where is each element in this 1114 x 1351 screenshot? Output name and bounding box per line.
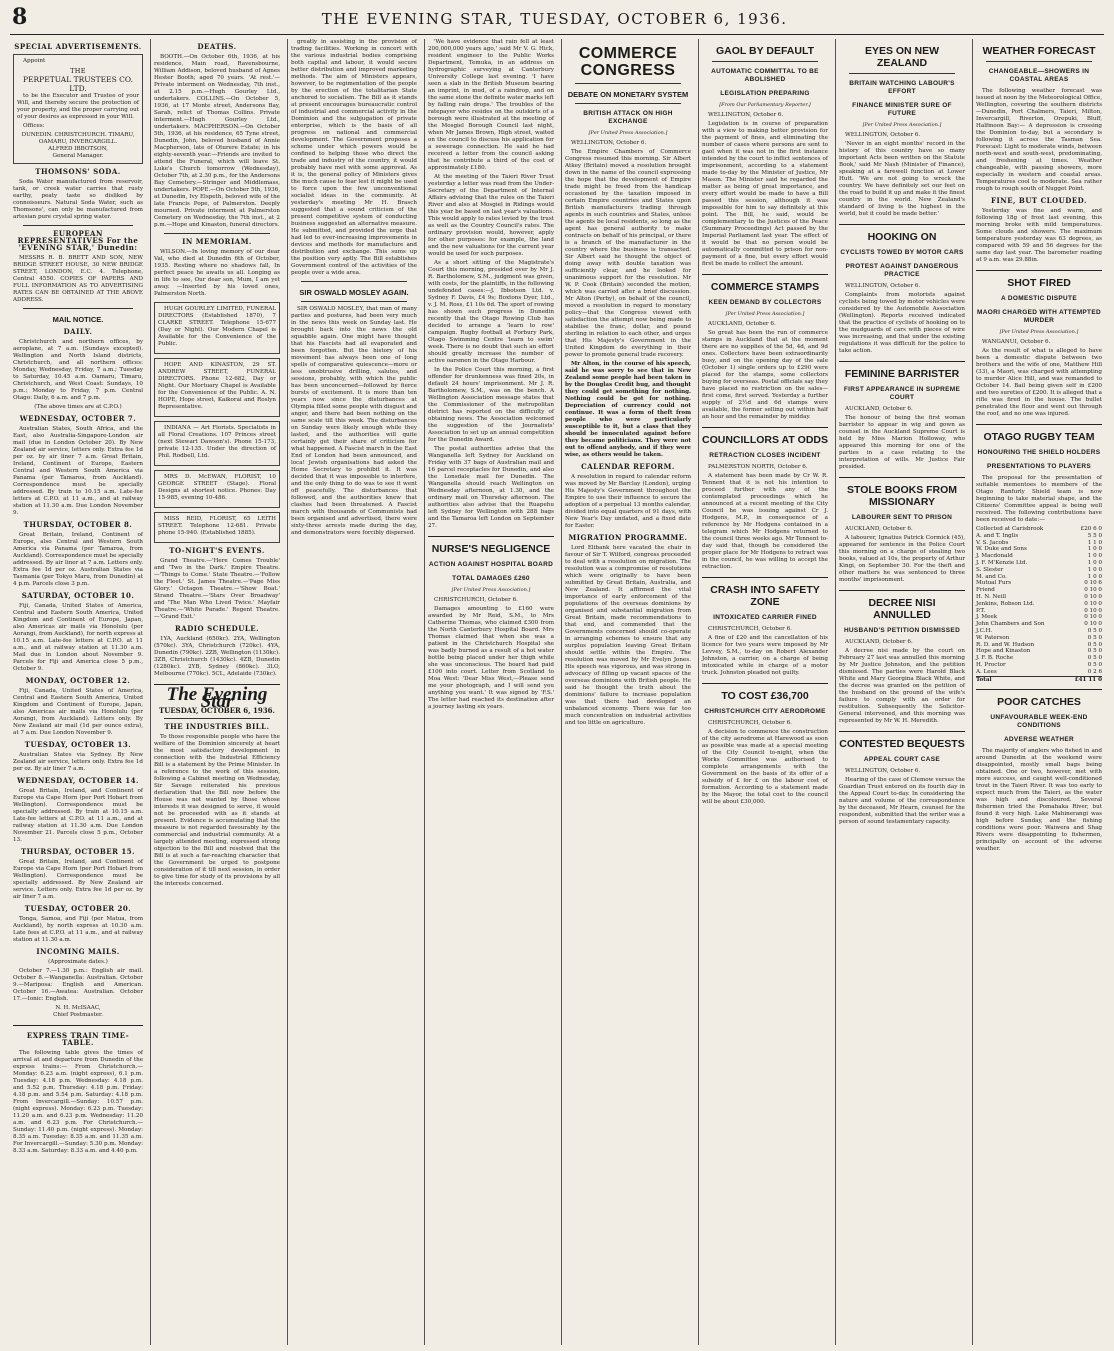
offices-line-2: OAMARU, INVERCARGILL. (38, 139, 118, 145)
parliamentary-credit: [From Our Parliamentary Reporter.] (719, 102, 811, 108)
subscriber-name: Mutual Furs (976, 580, 1012, 587)
page-number: 8 (12, 4, 28, 30)
wed14-body: Great Britain, Ireland, and Continent of Europe via Cape Horn (per Port Hobart from Wellington). Correspondence must be specially addressed. By train at 10.15 a.m. Late-fee letters at C.P.O. at 11 a.m., and at railway station at 11.30 a.m. Due London November 21. Parcels close 5 p.m., October 13. (13, 788, 143, 843)
columns (10, 39, 1104, 1345)
radio-title: RADIO SCHEDULE. (174, 624, 260, 633)
thu-body: Great Britain, Ireland, Continent of Europe, also Central and Western South America via Panama (per Tamaroa, from Auckland). Correspondence must be specially addressed. By air liner at 7 a.m. Letters only. Extra fee 1d per oz. Australian States via Tasmania (per Tokyo Maru, from Dunedin) at 4 p.m. Parcels close 3 p.m. (13, 532, 143, 587)
subscription-amount: 0 2 6 (1087, 668, 1102, 675)
subscription-row (976, 642, 1102, 649)
press-credit: [Per United Press Association.] (451, 587, 531, 593)
subscription-amount: 1 0 0 (1087, 546, 1102, 553)
incoming-body: October 7.—1.30 p.m.: English air mail. October 8.—Wanganella: Australian. October 9.—Mariposa: English and American. October 16.—Awatea: Australian. October 17.—Ionic: English. (13, 968, 143, 1002)
gaol-dateline: WELLINGTON, October 6. (708, 112, 784, 118)
hooking-dateline: WELLINGTON, October 6. (845, 283, 921, 289)
commerce-congress-headline: COMMERCE CONGRESS (578, 45, 678, 79)
barrister-headline: FEMININE BARRISTER (844, 368, 960, 380)
subscription-amount: £20 6 0 (1080, 526, 1102, 532)
divider (976, 270, 1102, 271)
trustees-body: to be the Executor and Trustee of your Will, and thereby secure the protection of your property, and the proper carrying out of your desires as expressed in your Will. (17, 93, 139, 120)
special-ads-title: SPECIAL ADVERTISEMENTS. (14, 42, 142, 51)
crash-headline: CRASH INTO SAFETY ZONE (710, 584, 820, 608)
column-5 (561, 39, 694, 1345)
divider (839, 590, 965, 591)
subscription-row (976, 546, 1102, 553)
offices-label: Offices: (23, 123, 45, 129)
column-6 (698, 39, 831, 1345)
subscriber-name: Collected at Carisbrook (976, 526, 1044, 532)
postmaster-role: Chief Postmaster. (53, 1012, 103, 1018)
subscription-amount: 1 0 0 (1087, 559, 1102, 566)
indiana-florists-ad (154, 421, 280, 466)
aerodrome-sub: CHRISTCHURCH CITY AERODROME (704, 708, 826, 715)
press-credit: [Per United Press Association.] (588, 130, 668, 136)
subscription-row (976, 608, 1102, 615)
subscription-row (976, 628, 1102, 635)
soda-title: THOMSONS' SODA. (35, 167, 121, 176)
subscription-row (976, 662, 1102, 669)
rain-article: 'We have evidence that rain fell at least 200,000,000 years ago,' said Mr V. G. Hick, resident engineer to the Public Works Department, Temuka, in an address on hydrographic surveying at Canterbury University College last evening. 'I have seen a slab in the British Museum bearing an imprint, in mud, of a raindrop, and on the same stone the definite water marks left by falling rain drops.' The troubles of the ratepayer who resides on the outskirts of a borough were illustrated at the meeting of the Mosgiel Borough Council last night, when Mr James Brown, High street, waited on the council to discuss his application for a sewerage connection. He said he had received a letter from the council asking that he contribute a third of the cost of approximately £180. (428, 39, 554, 171)
stamps-dateline: AUCKLAND, October 6. (708, 321, 776, 327)
column-7 (835, 39, 968, 1345)
subscriptions-total-label: Total (976, 676, 1066, 683)
catches-headline: POOR CATCHES (997, 696, 1081, 709)
daily-label: DAILY. (63, 327, 93, 336)
bequests-sub: APPEAL COURT CASE (863, 756, 941, 763)
indiana-florists-ad-text: INDIANA — Art Florists. Specialists in all Floral Creations. 107 Princes street (next Stewart Dawson's). Phone 15-173, private 12-135. Under the direction of Phil. Rodbell, Ltd. (158, 425, 276, 459)
subscription-amount: 0 5 0 (1087, 627, 1102, 634)
subscription-amount: 1 0 0 (1087, 566, 1102, 573)
shot-subsub: MAORI CHARGED WITH ATTEMPTED MURDER (977, 309, 1101, 324)
divider (23, 225, 133, 226)
catches-subsub: ADVERSE WEATHER (1003, 736, 1075, 744)
press-credit: [Per United Press Association.] (725, 311, 805, 317)
subscriptions-table (976, 526, 1102, 683)
nurse-dateline: CHRISTCHURCH, October 6. (434, 597, 518, 603)
commerce-stamps-headline: COMMERCE STAMPS (710, 281, 820, 293)
mcewan-florist-ad (154, 470, 280, 508)
subscriber-name: J. Macdonald (976, 553, 1013, 560)
aerodrome-body: A decision to commence the construction of the city aerodrome at Harewood as soon as possible was made at a special meeting of the City Council to-night, when the Works Committee was authorised to complete arrangements with the Government on the basis of its offer of a subsidy of £ for £ on the labour cost of formation. According to a statement made by the Mayor, the total cost to the council will be about £30,000. (702, 729, 828, 805)
subscriber-name: H. Proctor (976, 661, 1006, 668)
weather-body: The following weather forecast was issued at noon by the Meteorological Office, Wellington, covering the southern districts—Dunedin, Port Chalmers, Taieri, Milton, Invercargill, Riverton, Orepuki, Bluff, Halfmoon Bay:— A depression is crossing the Dominion to-day, but a secondary is following it across the Tasman Sea. Forecast: Light to moderate winds, between north-west and south-west, predominating, and freshening at times. Weather changeable, with passing showers, more especially in western and coastal areas. Temperatures cool to moderate. Sea rather rough to rough south of Nugget Point. (976, 88, 1102, 192)
subscription-amount: 0 5 0 (1087, 634, 1102, 641)
eyes-headline: EYES ON NEW ZEALAND (864, 45, 940, 69)
euro-body: MESSRS R. B. BRETT AND SON, NEW BRIDGE STREET HOUSE, 30 NEW BRIDGE STREET, LONDON, E.C. 4. Telephone, Central 4550. COPIES OF PAPERS AND FULL INFORMATION AS TO ADVERTISING RATES CAN BE OBTAINED AT THE ABOVE ADDRESS. (13, 255, 143, 303)
subscriber-name: W. Paterson (976, 634, 1010, 641)
manager-name: ALFRED IBBOTSON, (48, 146, 108, 152)
divider (301, 301, 407, 302)
rugby-sub: HONOURING THE SHIELD HOLDERS (977, 449, 1101, 456)
tue13-body: Australian States via Sydney. By New Zealand air service, letters only. Extra fee 1d per oz. By air liner 7 a.m. (13, 752, 143, 772)
councillors-sub: RETRACTION CLOSES INCIDENT (709, 452, 821, 459)
rugby-body: The proposal for the presentation of suitable mementoes to members of the Otago Ranfurly Shield team is now beginning to take material shape, and the Citizens' Committee appeal is being well received. The following contributions have been received to date:— (976, 475, 1102, 523)
nurse-subheadline: ACTION AGAINST HOSPITAL BOARD (428, 561, 554, 568)
subscription-row (976, 553, 1102, 560)
decree-headline: DECREE NISI ANNULLED (868, 597, 936, 621)
migration-title: MIGRATION PROGRAMME. (568, 533, 688, 542)
calendar-title: CALENDAR REFORM. (581, 462, 675, 471)
bequests-headline: CONTESTED BEQUESTS (839, 738, 965, 750)
eyes-sub: BRITAIN WATCHING LABOUR'S EFFORT (849, 80, 955, 95)
councillors-headline: COUNCILLORS AT ODDS (702, 434, 828, 446)
daily-body: Christchurch and northern offices, by aeroplane, at 7 a.m. (Sundays excepted). Wellington and North Island districts, Christchurch, and all northern offices: Monday, Wednesday, Friday, 7 a.m.; Tuesday to Saturday, 10.45 a.m. Oamaru, Timaru, Christchurch, and West Coast: Sundays, 10 p.m.; Monday to Friday, 7 p.m. Central Otago: Daily, 6 a.m. and 7 p.m. (13, 339, 143, 401)
mcewan-florist-ad-text: MRS D. McEWAN, FLORIST, 10 GEORGE STREET (Stage). Floral Designs at shortest notice. Phones: Day 15-985, evening 10-486. (158, 474, 276, 501)
subscriber-name: J. F. B. Roche (976, 655, 1014, 662)
nurse-damages: TOTAL DAMAGES £260 (452, 575, 530, 582)
wed14-title: WEDNESDAY, OCTOBER 14. (17, 776, 139, 785)
subscriber-name: V. S. Jacobs (976, 539, 1009, 546)
mosley-body: SIR OSWALD MOSLEY, that man of many parties and postures, had been very much in the news this week on Sunday last. He brought back into the news the old squabble again. One might have thought that his Fascists had all evaporated and been forgotten. But the history of his movement has always been one of long spells of comparative quiescence—more or less unobtrusive drilling, salutes, and sessions, probably, with which the public has been unconcerned—followed by fierce bursts of excitement. It is more than ten years now since the disturbances at Olympia filled some people with disgust and anger, and there had been nothing on the same scale till this week. The disturbances on Sunday were likely enough while they lasted, and the authorities will quite certainly get their share of criticism for what happened. A Fascist march in the East End of London had been announced, and loca! Jewish organisations had asked the Home Secretary to prohibit it. It was decided that it was impossible to interfere, and the only thing to do was to see it went off peacefully. The disturbances that followed, and the authorities knew that clashes had been threatened. A Fascist march with thousands of Communists had been organised and advertised, there were sixty-three arrests made during the day, and demonstrators were forcibly dispersed. (291, 306, 417, 536)
tue20-body: Tonga, Samoa, and Fiji (per Matua, from Auckland), by north express at 10.30 a.m. Late fees at C.P.O. at 11 a.m., and at railway station at 11.30 a.m. (13, 916, 143, 943)
press-credit: [Per United Press Association.] (862, 122, 942, 128)
masthead (10, 0, 1104, 35)
subscription-amount: 0 10 0 (1084, 587, 1102, 594)
subscriptions-total-amount: £41 11 0 (1066, 676, 1102, 683)
subscription-row (976, 669, 1102, 676)
incoming-title: INCOMING MAILS. (36, 947, 120, 956)
tonights-events-title: TO-NIGHT'S EVENTS. (169, 546, 265, 555)
subscriber-name: J. Meek (976, 614, 998, 621)
above-note: (The above times are at C.P.O.) (34, 404, 122, 410)
subscription-amount: 1 0 0 (1087, 573, 1102, 580)
alton-quote: Mr Alton, in the course of his speech, said he was sorry to see that in New Zealand some people had been taken in by the Douglas Credit bug, and thought they could get something for nothing. Nothing could be got for nothing. Depreciation of currency could not continue. It was a form of theft from people who were particularly susceptible to it, but a class that they should be innoculated against before they became politicians. They were not out to offend anybody, and if they were wise, as others would be taken. (565, 361, 691, 458)
crash-dateline: CHRISTCHURCH, October 6. (708, 626, 792, 632)
eyes-body: 'Never in an eight months' record in the history of this country have so many important Acts been written on the Statute Book,' said Mr Nash (Minister of Finance), speaking at a farewell function at Lower Hutt. 'We are not going to wreck the country. We have definitely set our feet on the road to build it up and make it the finest country in the world. New Zealand's standard of living is the highest in the world, but it could be made better.' (839, 141, 965, 217)
divider (986, 61, 1092, 62)
divider (839, 224, 965, 225)
evening-star-nameplate: The Evening Star (166, 684, 268, 712)
catches-body: The majority of anglers who fished in and around Dunedin at the weekend were disappointed, mostly small bags being obtained. One or two, however, met with more success, and caught well-conditioned trout in the Taieri River. It was too early to expect much from the Taieri, as the water was high and discoloured. Several fishermen tried the Pomahaka River, but found it very high. Lake Mahinerangi was high before Sunday, and the fishing conditions were poor. Waiwera and Shag Rivers were disappointing to fishermen, principally on account of the adverse weather. (976, 748, 1102, 853)
crash-body: A fine of £20 and the cancellation of his licence for two years were imposed by Mr Levvey, S.M., to-day on Robert Alexander Johnston, a carrier, on a charge of being intoxicated while in charge of a motor truck. Johnston pleaded not guilty. (702, 635, 828, 676)
subscriber-name: John Chambers and Son (976, 621, 1045, 628)
column-2 (150, 39, 283, 1345)
subscriptions-body (976, 526, 1102, 676)
stole-body: A labourer, Ignatius Patrick Cormick (45), appeared for sentence in the Police Court this morning on a charge of stealing two books, valued at 10s, the property of Arthur Kingi, on September 30. For the theft and other matters he was sentenced to three months' imprisonment. (839, 535, 965, 583)
subscription-row (976, 533, 1102, 540)
express-title: EXPRESS TRAIN TIME-TABLE. (26, 1031, 130, 1047)
subscription-amount: 0 5 0 (1087, 641, 1102, 648)
thu15-body: Great Britain, Ireland, and Continent of Europe via Cape Horn (per Port Hobart from Wellington). Correspondence must be specially addressed. By New Zealand air service. Letters only. Extra fee 1d per oz. by air liner 7 a.m. (13, 859, 143, 900)
divider (839, 731, 965, 732)
subscriber-name: Friend (976, 587, 995, 594)
column-3 (287, 39, 420, 1345)
editorial-continued: greatly in assisting in the provision of trading facilities. Working in concert with the various industrial bodies comprising both capital and labour, it would secure better distribution and improved marketing methods. The aim of Ministers appears, however, to be regimentation of the people by the erection of the totalitarian State anchored to socialism. The Bill as it stands at present encourages bureaucratic control of industrial and commercial activity in the Dominion and the subjugation of private enterprise, which is the basis of all progress on national and commercial development. The Government proposes a scheme under which powers would be confined to helping those who direct the trade and industry of the country, it would probably have met with some approval. As it is, the general policy of Ministers gives the much cause to fear lest it might be used to force upon the few unconventional socialist ideas in the community. At yesterday's meeting Mr H. Brasch suggested that a sound criticism of the present competitive system of conducting business suggested an alternative measure. He submitted, and provided the urge that had led to ever-increasing improvements in devices and methods for manufacture and distribution and exchange. This sums up the position very aptly. The Bill establishes Government control of the activities of the people over a wide area. (291, 39, 417, 276)
bequests-dateline: WELLINGTON, October 6. (845, 768, 921, 774)
barrister-sub: FIRST APPEARANCE IN SUPREME COURT (843, 386, 961, 401)
subscription-amount: 0 10 0 (1084, 600, 1102, 607)
subscriber-name: Jenkins, Robson Ltd. (976, 600, 1035, 607)
commerce-dateline: WELLINGTON, October 6. (571, 140, 647, 146)
tonights-events-body: Grand Theatre.—'Here Comes Trouble' and 'Two in the Dark.' Empire Theatre.—'Things to Come.' State Theatre.—'Follow the Fleet.' St. James Theatre.—'Page Miss Glory.' Octagon Theatre.—'Show Boat.' Strand Theatre.—'Stars Over Broadway' and 'The Man Who Lived Twice.' Mayfair Theatre.—'White Parade.' Regent Theatre.—'Grand Exit.' (154, 558, 280, 620)
fine-title: FINE, BUT CLOUDED. (991, 196, 1087, 205)
crash-sub: INTOXICATED CARRIER FINED (713, 614, 817, 621)
hope-kinaston-ad-text: HOPE AND KINASTON, 29 ST. ANDREW STREET, FUNERAL DIRECTORS. Phone 12-682, Day or Night. Our Mortuary Chapel is Available for the Convenience of the Public. A. N. HOPE, Hope street, Kaikorai and Roslyn Representative. (158, 362, 276, 410)
subscription-row (976, 648, 1102, 655)
shot-dateline: WANGANUI, October 6. (982, 339, 1051, 345)
gaol-sub: AUTOMATIC COMMITTAL TO BE ABOLISHED (711, 68, 819, 83)
subscription-amount: 1 0 0 (1087, 553, 1102, 560)
bequests-body: Hearing of the case of Clemow versus the Guardian Trust entered on its fourth day in the Appeal Court to-day. In considering the nature and volume of the correspondence by the deceased, Mr Hearn, counsel for the respondent, submitted that the writer was a person of sound testamentary capacity. (839, 777, 965, 825)
tue20-title: TUESDAY, OCTOBER 20. (24, 904, 132, 913)
subscription-row (976, 560, 1102, 567)
mail-notice-title: MAIL NOTICE. (52, 315, 104, 324)
gaol-subsub: LEGISLATION PREPARING (720, 90, 810, 97)
councillors-body: A statement has been made by Cr W. R. Tennent that it is not his intention to proceed further with any of the contemplated proceedings which he announced at a recent meeting of the City Council he was issuing against Cr J. Hodgens, M.P., in consequence of a reference by Mr Hodgens contained in a telegram which Mr Hodgens returned to the council three weeks ago. Mr Tennent to-day said that, though he considered the proper place for Mr Hodgens to retract was in the council, he was willing to accept the retraction. (702, 473, 828, 570)
soda-body: Soda Water manufactured from reservoir, tank, or creek water carries that rusty earthy, peaty taste so disliked by connoisseurs. Natural Soda Water, such as Thomsons', can only be manufactured from artesian pure crystal spring water. (13, 179, 143, 220)
tue13-title: TUESDAY, OCTOBER 13. (24, 740, 132, 749)
subscriber-name: R. D. and W. Hudson (976, 641, 1035, 648)
divider (428, 536, 554, 537)
trustees-ad (13, 54, 143, 164)
subscription-row (976, 601, 1102, 608)
subscription-row (976, 655, 1102, 662)
subscriber-name: M. and Co. (976, 573, 1007, 580)
catches-sub: UNFAVOURABLE WEEK-END CONDITIONS (990, 714, 1088, 730)
taieri-article: At the meeting of the Taieri River Trust yesterday a letter was read from the Under-Secretary of the Department of Internal Affairs advising that the rules on the Taieri River and also at Mosgiel in Ridings would this year be based on last year's valuations. This would apply to rates levied by the trust as well as the Country Council's rates. The ordinary provision would, however, apply for other purposes: for example, the land and the new valuations for the current year would be used for such purposes. (428, 174, 554, 257)
subscription-amount: 0 10 0 (1084, 614, 1102, 621)
divider (849, 73, 955, 74)
mon-body: Fiji, Canada, United States of America, Central and Eastern South America, United Kingdom and Continent of Europe, Japan, also Americas air mails via Honolulu (per Aorangi, from Auckland). Letters only. By New Zealand air mail (1d per ounce extra), at 7 a.m. Due London November 9. (13, 688, 143, 736)
divider (164, 233, 270, 234)
nurse-body: Damages amounting to £160 were awarded by Mr Reid, S.M., to Mrs Catherine Thomas, who claimed £300 from the North Canterbury Hospital Board. Mrs Thomas claimed that when she was a patient in the Christchurch Hospital she was badly burned as a result of a hot water bottle being placed under her thigh while she was unconscious. The board had paid £100 into court. Letter from Scotland to Moa West: 'Dear Miss West,—Please send me your photograph, and I will send you anything you want.' It was signed by 'F.S.' The letter had reached its destination after a journey lasting six years. (428, 606, 554, 710)
subscriber-name: A. Lees (976, 668, 997, 675)
subscriber-name: J.C.H. (976, 627, 993, 634)
subscription-row (976, 635, 1102, 642)
divider (702, 427, 828, 428)
subscriber-name: J. F. M'Kenzie Ltd. (976, 559, 1028, 566)
subscriptions-total-row (976, 676, 1102, 683)
subscription-amount: 0 5 0 (1087, 661, 1102, 668)
fine-body: Yesterday was fine and warm, and following 18g of frost last evening, this morning broke with mild temperatures. Some clouds and showers. The maximum temperature yesterday was 63 degrees, as compared with 59 and 56 degrees for the same day last year. The barometer reading at 9 a.m. was 29.88in. (976, 208, 1102, 263)
divider (575, 83, 681, 84)
subscriber-name: P.T. (976, 607, 986, 614)
deaths-body: BOOTH.—On October 6th, 1936, at his residence, Main road, Ravensbourne, William Addison, beloved husband of Agnes Hester Booth; aged 70 years. 'At rest.'—Private interment on Wednesday, 7th inst., at 2.15 p.m.—Hugh Gourley Ltd., undertakers. COLLINS.—On October 5, 1936, at 17 Monte street, Andersons Bay, Sarah, relict of Thomas Collins. Private interment.—Hugh Gourley Ltd., undertakers. MACPHERSON.—On October 5th, 1936, at his residence, 65 Tyne street, Dunedin, John, beloved husband of Annie Macpherson, late of Oturere Estate; in his eighty-seventh year.—Friends are invited to attend the Funeral, which will leave St. Luke's Church tomorrow (Wednesday), October 7th, at 2.30 p.m., for the Andersons Bay Cemetery.—Stringer and Middlemass, undertakers. POPE.—On October 5th, 1936, at Dunedin, Ivy Elspeth, beloved wife of the late Francis Pope, of Palmerston. Deeply mourned. Private interment at Palmerston Cemetery on Wednesday, the 7th inst., at 2 p.m.—Hope and Kinaston, funeral directors. (154, 54, 280, 228)
editorial-title: THE INDUSTRIES BILL. (164, 722, 270, 731)
shot-body: As the result of what is alleged to have been a domestic dispute between two brothers and the wife of one, Matthew Hill (33), a Maori, was charged with attempting to murder Alice Hill, and was remanded to October 14. Bail being given self in £200 and two sureties of £200. It is alleged that a rifle was fired in the house. The bullet penetrated the floor and went out through the roof, and no one was injured. (976, 348, 1102, 417)
subscription-row (976, 580, 1102, 587)
weather-sub: CHANGEABLE—SHOWERS IN COASTAL AREAS (988, 68, 1090, 83)
divider (976, 689, 1102, 690)
sat-title: SATURDAY, OCTOBER 10. (21, 591, 135, 600)
divider (702, 577, 828, 578)
subscription-row (976, 526, 1102, 533)
weather-headline: WEATHER FORECAST (982, 45, 1096, 57)
police-court-article: In the Police Court this morning, a first offender for drunkenness was fined 20s, in default 24 hours' imprisonment. Mr J. R. Bartholomew, S.M., was on the bench. A Wellington Association message states that the Commissioner of the metropolitan district has reported on the difficulty of obtaining news. The Association welcomed the suggestion of the Journalists' Association to set up an annual competition for the Dunedin Award. (428, 367, 554, 443)
divider (575, 103, 681, 104)
subscriber-name: S. Slester (976, 566, 1004, 573)
decree-body: A decree nisi made by the court on February 27 last was annulled this morning by Mr Justice Johnston, and the petition dismissed. The parties were Harold Black White and Mary Georgina Black White, and the decree was granted on the petition of the husband on the ground of the wife's failure to comply with an order for restitution. Subsequently the Solicitor-General intervened, and this morning was represented by Mr W. H. Meredith. (839, 648, 965, 724)
decree-dateline: AUCKLAND, October 6. (845, 639, 913, 645)
editorial-body: To those responsible people who have the welfare of the Dominion sincerely at heart the most satisfactory development in connection with the Industrial Efficiency Bill is a statement by the Prime Minister. In a reference to the work of this session, following a Cabinet meeting on Wednesday, Sir Savage reiterated his previous declaration that the Bill now before the House was not wanted by those whose interests it was designed to serve, it would not be proceeded with as it stands at present. Evidence is accumulating that the measure is not regarded favourably by the commercial and industrial community. At a largely attended meeting, expressed strong objection to the Bill and resolved that the Bill is at such a far-reaching character that the Government be urged to postpone consideration of it till next session, in order to give time for study of its provisions by all the interests concerned. (154, 734, 280, 887)
subscription-amount: 0 5 0 (1087, 655, 1102, 662)
hope-kinaston-ad (154, 358, 280, 417)
decree-sub: HUSBAND'S PETITION DISMISSED (843, 627, 961, 634)
commerce-stamps-sub: KEEN DEMAND BY COLLECTORS (708, 299, 822, 306)
subscription-amount: 0 10 0 (1084, 607, 1102, 614)
subscription-row (976, 594, 1102, 601)
barrister-body: The honour of being the first woman barrister to appear in wig and gown as counsel in the Auckland Supreme Court is held by Miss Marion Holloway, who appeared this morning for one of the parties in a case relating to the interpretation of wills. Mr Justice Fair presided. (839, 415, 965, 470)
memoriam-title: IN MEMORIAM. (182, 237, 252, 246)
wed-title: WEDNESDAY, OCTOBER 7. (19, 414, 137, 423)
subscription-amount: 0 10 0 (1084, 593, 1102, 600)
eyes-subsub: FINANCE MINISTER SURE OF FUTURE (852, 102, 952, 117)
divider (702, 683, 828, 684)
gourley-ad-text: HUGH GOURLEY LIMITED, FUNERAL DIRECTORS (Established 1870), 7 CLARKE STREET. Telephone 15-677 (Day or Night). Our Modern Chapel is Available for the Convenience of the Public. (158, 306, 276, 347)
court-judgments-article: As a short sitting of the Magistrate's Court this morning, presided over by Mr J. R. Bartholomew, S.M., judgment was given, with costs, for the plaintiffs, in the following undefended cases:—J. Ibbotson Ltd. v. Sydney F. Davis, £4 9s; Boxtons Dyer, Ltd., v. J. M. Ross, £1 10s 6d. The sport of rowing has shown such progress in Dunedin recently that the Otago Rowing Club has decided to arrange a 'learn to row' campaign. Rugby football at Forbury Park, Otago Swimming Centre 'learn to swim' week. There is no doubt that such an effort should greatly increase the number of active oarsmen in the Otago Harbour. (428, 260, 554, 364)
nameplate-date: TUESDAY, OCTOBER 6, 1936. (159, 706, 275, 715)
barrister-dateline: AUCKLAND, October 6. (845, 406, 913, 412)
gaol-body: Legislation is in course of preparation with a view to making better provision for the payment of fines, and eliminating the number of cases where persons are sent to gaol when it was not in the first instance intended by the court to inflict sentences of imprisonment, according to a statement made to-day by the Minister of Justice, Mr Mason. The Minister said he regarded the matter as being of great importance, and every effort would be made to have a Bill passed this session, although it was impossible for him to say definitely at this point. The Bill, he said, would be complementary to the Justices of the Peace (Summary Proceedings) Act passed by the Imperial Parliament last year. The effect of it would be that no person would be automatically committed to prison for non-payment of a fine, but every effort would first be made to collect the amount. (702, 121, 828, 267)
subscriber-name: H. N. Neill (976, 593, 1007, 600)
incoming-sub: (Approximate dates.) (48, 959, 108, 965)
commerce-congress-subsub: BRITISH ATTACK ON HIGH EXCHANGE (583, 110, 673, 125)
gaol-headline: GAOL BY DEFAULT (715, 45, 814, 57)
press-credit: [Per United Press Association.] (999, 329, 1079, 335)
mails-article: The postal authorities advise that the Wanganella left Sydney for Auckland on Friday with 37 bags of Australian mail and 16 parcel receptacles for Dunedin, and also the Lonsdale mail for Dunedin. The Wanganella should reach Wellington on Wednesday afternoon, at 1.30, and the ordinary mail on Thursday afternoon. The authorities also advise that the Ruapehu left Sydney for Wellington with 288 bags and the Tamaroa left London on September 27. (428, 446, 554, 529)
eyes-dateline: WELLINGTON, October 6. (845, 132, 921, 138)
stamps-body: So great has been the run of commerce stamps in Auckland that at the moment there are no supplies of the 5d, 4d, and 9d ones. Collectors have been extraordinarily busy, and on the opening day of the sale (October 1) single orders up to £290 were placed for the stamps, some collectors buying for overseas. Postal officials say they have placed no restriction on the sales—first come, first served. Yesterday a further supply of 2½d and 6d stamps were available, the former selling out within half an hour and the remainder by midday. (702, 330, 828, 420)
sat-body: Fiji, Canada, United States of America, Central and Eastern South America, United Kingdom and Continent of Europe, Japan, also Americas air mails via Honolulu (per Aorangi, from Auckland), for north express at 10.15 a.m. Late-fee letters at C.P.O. at 11 a.m., and at railway station at 11.30 a.m. Mail due in London about November 9. Parcels for Fiji and America close 5 p.m., October 9. (13, 603, 143, 672)
hooking-subsub: PROTEST AGAINST DANGEROUS PRACTICE (845, 263, 959, 278)
commerce-congress-sub: DEBATE ON MONETARY SYSTEM (567, 90, 689, 99)
wed-body: Australian States, South Africa, and the East, also Australia-Singapore-London air mail (due in London October 20). By New Zealand air service, letters only. Extra fee 1d per oz. by air liner 7 a.m. Great Britain, Ireland, Continent of Europe, Eastern Central and Western South America via Panama (per Tamaroa, from Auckland). Correspondence must be specially addressed. By train to 10.15 a.m. Late-fee letters at C.P.O. at 11 a.m., and at railway station at 11.30 a.m. Due London November 9. (13, 426, 143, 516)
stole-dateline: AUCKLAND, October 6. (845, 526, 913, 532)
divider (712, 61, 818, 62)
aerodrome-headline: TO COST £36,700 (721, 690, 809, 702)
postmaster-name: N. H. McISAAC, (55, 1005, 101, 1011)
shot-sub: A DOMESTIC DISPUTE (1001, 295, 1077, 302)
councillors-dateline: PALMERSTON NORTH, October 6. (708, 464, 808, 470)
mon-title: MONDAY, OCTOBER 12. (25, 676, 131, 685)
divider (301, 281, 407, 282)
subscriber-name: W. Duke and Sons (976, 546, 1027, 553)
express-body: The following table gives the times of arrival at and departure from Dunedin of the express trains:— From Christchurch.—Monday: 6.23 a.m. (night express), 6.1 p.m. Tuesday: 4.18 p.m. Wednesday: 4.18 p.m. and 5.52 p.m. Thursday: 4.18 p.m. Friday: 4.18 p.m. and 5.54 p.m. Saturday: 4.18 p.m. From Invercargill.—Sunday: 10.57 p.m. (night express). Monday: 6.23 p.m. Tuesday: 11.20 a.m. and 6.23 p.m. Wednesday: 11.20 a.m. and 6.23 p.m. For Christchurch.—Sunday: 11.40 p.m. (night express). Monday: 8.35 a.m. Tuesday: 8.35 a.m. and 11.35 a.m. For Invercargill.—Sunday: 5.30 p.m. Monday: 8.33 a.m. Saturday: 8.33 a.m. and 4.40 p.m. (13, 1050, 143, 1154)
manager-role: General Manager. (52, 153, 104, 159)
appoint-label: Appoint (23, 58, 46, 64)
offices-line-1: DUNEDIN. CHRISTCHURCH. TIMARU, (21, 132, 135, 138)
reid-florist-ad-text: MISS REID, FLORIST, 65 LEITH STREET. Telephone 12-681. Private phone 15-940. (Established 1885). (158, 516, 276, 536)
stole-sub: LABOURER SENT TO PRISON (851, 514, 953, 521)
deaths-title: DEATHS. (197, 42, 237, 51)
subscription-row (976, 621, 1102, 628)
aerodrome-dateline: CHRISTCHURCH, October 6. (708, 720, 792, 726)
subscription-row (976, 540, 1102, 547)
nurse-headline: NURSE'S NEGLIGENCE (431, 543, 551, 555)
thu-title: THURSDAY, OCTOBER 8. (23, 520, 133, 529)
reid-florist-ad (154, 512, 280, 543)
subscription-amount: 5 5 0 (1087, 532, 1102, 539)
migration-body: Lord Elibank here vacated the chair in favour of Sir T. Wilford, congress proceeded to deal with a resolution on migration. The resolution was a compromise of resolutions which were originally to have been submitted by Great Britain, Australia, and New Zealand. It affirmed the vital importance of early enforcement of the populations of the overseas dominions by organised and substantial migration from Great Britain, made recommendations to that end, and commended that the Governments concerned should co-operate in arranging schemes to ensure that any surplus population leaving Great Britain should settle within the Empire. The resolution was moved by Mr Evelyn Jones. His speech was vigorous, and was strong in advocacy of filling up vacant spaces of the overseas dominions with British people. He said he thought the truth about the dominions' failure to increase population was that there had developed an unbalanced economy. There was far too much concentration on industrial activities and too little on agriculture. (565, 545, 691, 726)
rugby-headline: OTAGO RUGBY TEAM (983, 431, 1095, 443)
mosley-title: SIR OSWALD MOSLEY AGAIN. (299, 288, 409, 297)
subscription-row (976, 587, 1102, 594)
stole-headline: STOLE BOOKS FROM MISSIONARY (846, 484, 958, 508)
subscriber-name: Hope and Kinaston (976, 648, 1031, 655)
euro-title: EUROPEAN REPRESENTATIVES For the 'EVENING STAR,' Dunedin: (17, 229, 139, 252)
memoriam-body: WILSON.—In loving memory of our dear Val, who died at Dunedin 6th of October, 1935. Resting where no shadows fall, In perfect peace he awaits us all. Longing as in life to see, Our dear son, Mum, I am yet away. —Inserted by his loved ones, Palmerston North. (154, 249, 280, 297)
rugby-subsub: PRESENTATIONS TO PLAYERS (986, 463, 1092, 470)
masthead-title: THE EVENING STAR, TUESDAY, OCTOBER 6, 1936. (321, 10, 788, 28)
hooking-body: Complaints from motorists against cyclists being towed by motor vehicles were considered by the Automobile Association (Wellington). Reports received indicated that the practice of cyclists of hooking on to the mudguards of cars with pieces of wire was increasing, and that under the existing regulations it was difficult for the police to take action. (839, 292, 965, 354)
column-8 (972, 39, 1104, 1345)
subscription-row (976, 614, 1102, 621)
divider (976, 424, 1102, 425)
shot-headline: SHOT FIRED (1007, 277, 1071, 289)
subscription-row (976, 567, 1102, 574)
subscription-amount: 1 1 0 (1087, 539, 1102, 546)
thu15-title: THURSDAY, OCTOBER 15. (20, 847, 136, 856)
hooking-sub: CYCLISTS TOWED BY MOTOR CARS (840, 249, 964, 256)
calendar-body: A resolution in regard to calendar reform was moved by Mr Barclay (London), urging His Majesty's Government throughout the Empire to use their influence to secure the adoption of a perpetual 13 months calendar, divided into equal quarters of 91 days, with New Year's Day undated, and a fixed date for Easter. (565, 474, 691, 529)
divider (13, 1025, 143, 1026)
column-1 (10, 39, 146, 1345)
subscriber-name: A. and T. Inglis (976, 532, 1019, 539)
radio-body: 1YA, Auckland (650kc). 2YA, Wellington (570kc). 3YA, Christchurch (720kc). 4YA, Dunedin (790kc). 2ZB, Wellington (1130kc). 3ZB, Christchurch (1430kc). 4ZB, Dunedin (1280kc). 2YB, Sydney (860kc). 3LO, Melbourne (770kc). 5CL, Adelaide (730kc). (154, 636, 280, 677)
column-4 (424, 39, 557, 1345)
hooking-headline: HOOKING ON (867, 231, 937, 243)
divider (164, 718, 270, 719)
subscription-row (976, 574, 1102, 581)
divider (839, 477, 965, 478)
subscription-amount: 0 10 0 (1084, 621, 1102, 628)
divider (23, 308, 133, 309)
trustees-title: PERPETUAL TRUSTEES CO. LTD. (23, 75, 133, 93)
the-label: THE (70, 67, 86, 75)
gourley-ad (154, 302, 280, 354)
subscription-amount: 0 5 0 (1087, 648, 1102, 655)
divider (702, 274, 828, 275)
divider (839, 361, 965, 362)
commerce-body: The Empire Chambers of Commerce Congress resumed this morning. Sir Albert Atkey (Britain) moved a resolution brought down in the name of the council expressing the hope that the development of Empire trade might be freed from the handicap occasioned by the taxation imposed in certain Empire countries and States upon British manufacturers trading through agents in such countries and States, unless the agents be local residents, so long as the agent has general authority to make contracts on behalf of his principal, or there is a branch of the manufacturer in the country where the business is transacted. Sir Albert said he thought the object of doing away with double taxation was sufficiently clear, and he looked for unanimous support for the resolution. Mr W. P. Cook (Britain) seconded the motion, which was carried after a brief discussion. Mr Alton (Perby), on behalf of the council, moved a resolution in regard to monetary policy—that the Congress viewed with satisfaction the attempt now being made to stabilise the franc, dollar, and pound sterling in relation to each other, and urges that His Majesty's Government in the United Kingdom do everything in their power to promote general trade recovery. (565, 149, 691, 358)
subscription-amount: 0 10 6 (1084, 580, 1102, 587)
